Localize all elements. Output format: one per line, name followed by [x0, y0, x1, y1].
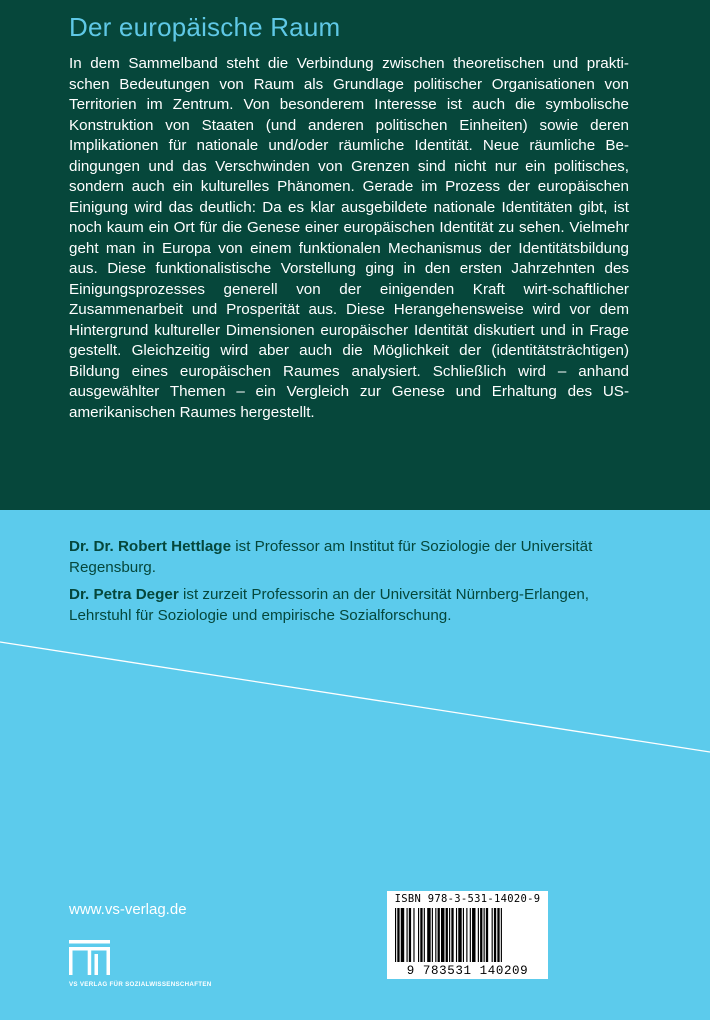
blurb-text: In dem Sammelband steht die Verbindung zwischen theoretischen und prakti-schen Bedeutungen von Raum als Grundlage politischer Organisationen von Territorien im Zentrum. Von besonderem Interesse ist auch die symbolische Konstruktion von Staaten (und anderen politischen Einheiten) sowie deren Implikationen für nationale und/oder räumliche Identität. Neue räumliche Be-dingungen und das Verschwinden von Grenzen sind nicht nur ein politisches, sondern auch ein kulturelles Phänomen. Gerade im Prozess der europäischen Einigung wird das deutlich: Da es klar ausgebildete nationale Identitäten gibt, ist noch kaum ein Ort für die Genese einer europäischen Identität zu sehen. Vielmehr geht man in Europa von einem funktionalen Mechanismus der Identitätsbildung aus. Diese funktionalistische Vorstellung ging in den ersten Jahrzehnten des Einigungsprozesses generell von der einigenden Kraft wirt-schaftlicher Zusammenarbeit und Prosperität aus. Diese Herangehensweise wird vor dem Hintergrund kultureller Dimensionen europäischer Identität diskutiert und in Frage gestellt. Gleichzeitig wird aber auch die Möglichkeit der (identitätsträchtigen) Bildung eines europäischen Raumes analysiert. Schließlich wird – anhand ausgewählter Themen – ein Vergleich zur Genese und Erhaltung des US-amerikanischen Raumes hergestellt.: [69, 55, 629, 421]
author-desc-1: ist Professor am Institut für Soziologie der Universität Regensburg.: [69, 538, 593, 576]
author-name-2: Dr. Petra Deger: [69, 586, 179, 603]
author-bio-2: [69, 585, 609, 626]
author-bio-1: [69, 537, 609, 578]
publisher-name: VS VERLAG FÜR SOZIALWISSENSCHAFTEN: [69, 981, 212, 988]
ean-number: 9 783531 140209: [406, 964, 529, 978]
website-link[interactable]: www.vs-verlag.de: [69, 901, 187, 918]
author-name-1: Dr. Dr. Robert Hettlage: [69, 538, 232, 555]
isbn-label: ISBN 978-3-531-14020-9: [394, 893, 541, 905]
book-title: Der europäische Raum: [69, 12, 341, 42]
author-desc-2: ist zurzeit Professorin an der Universität Nürnberg-Erlangen, Lehrstuhl für Soziologie und empirische Sozialforschung.: [69, 586, 589, 624]
barcode-icon: [395, 908, 540, 964]
barcode-box: [387, 891, 548, 979]
